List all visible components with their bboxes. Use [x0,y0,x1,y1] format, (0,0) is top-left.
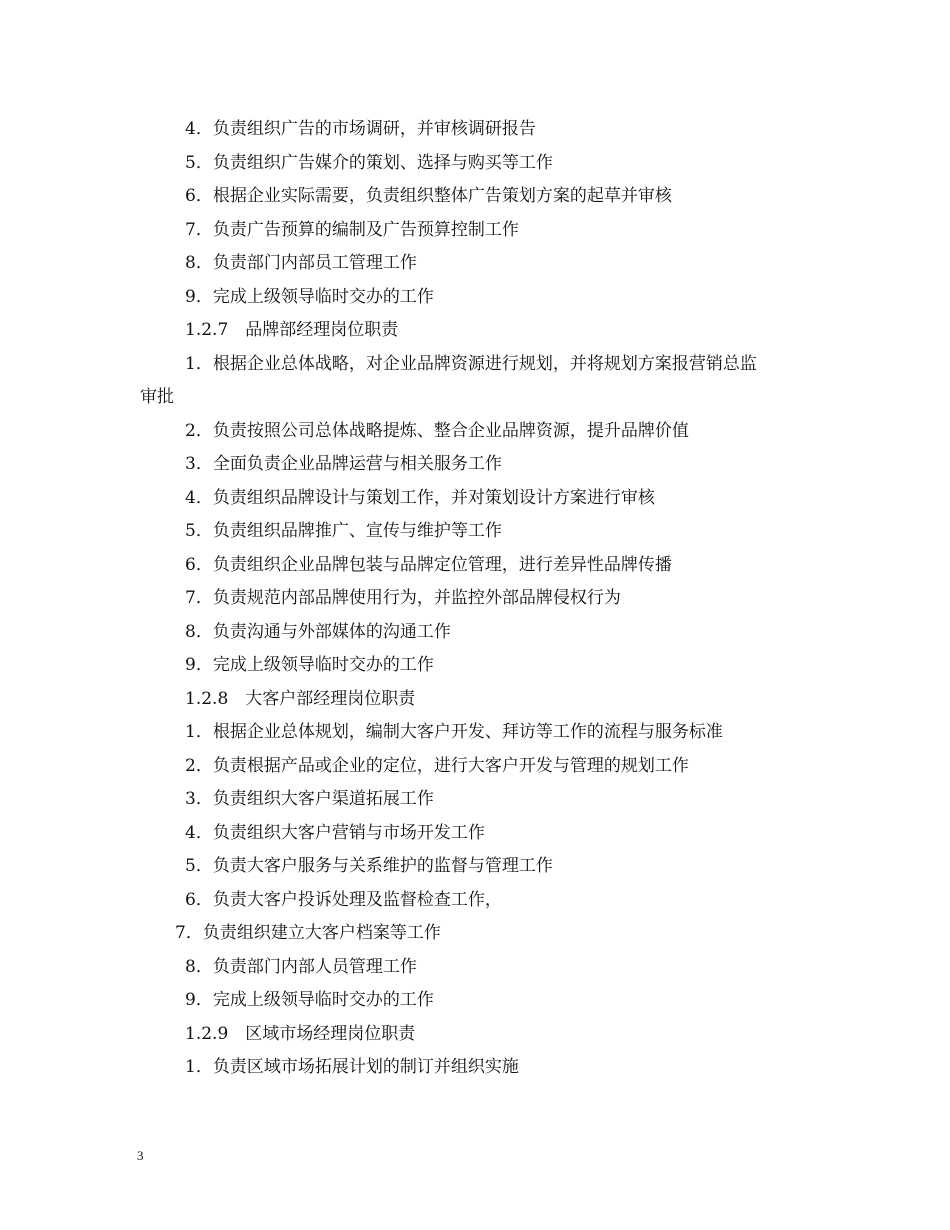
text-line: 5．负责大客户服务与关系维护的监督与管理工作 [185,856,553,876]
text-line: 8．负责部门内部人员管理工作 [185,956,417,977]
section-heading: 1.2.7 品牌部经理岗位职责 [185,320,399,340]
text-line: 9．完成上级领导临时交办的工作 [185,655,434,675]
text-line: 4．负责组织广告的市场调研，并审核调研报告 [185,119,536,139]
text-line: 4．负责组织大客户营销与市场开发工作 [185,822,485,843]
text-line: 3．负责组织大客户渠道拓展工作 [185,789,434,809]
text-line: 5．负责组织广告媒介的策划、选择与购买等工作 [185,152,553,173]
text-line: 6．负责大客户投诉处理及监督检查工作， [185,889,502,910]
text-line: 1．负责区域市场拓展计划的制订并组织实施 [185,1057,519,1077]
section-heading: 1.2.9 区域市场经理岗位职责 [185,1023,416,1044]
text-line: 6．负责组织企业品牌包装与品牌定位管理，进行差异性品牌传播 [185,554,672,575]
document-body [140,113,830,1085]
text-line: 9．完成上级领导临时交办的工作 [185,990,434,1010]
text-line: 3．全面负责企业品牌运营与相关服务工作 [185,454,502,474]
text-line: 4．负责组织品牌设计与策划工作，并对策划设计方案进行审核 [185,487,655,508]
text-line: 1．根据企业总体战略，对企业品牌资源进行规划，并将规划方案报营销总监 [185,353,757,374]
text-line: 7．负责规范内部品牌使用行为，并监控外部品牌侵权行为 [185,588,621,608]
text-line: 9．完成上级领导临时交办的工作 [185,286,434,307]
text-line-continuation: 审批 [140,387,174,407]
section-heading: 1.2.8 大客户部经理岗位职责 [185,688,416,709]
text-line: 5．负责组织品牌推广、宣传与维护等工作 [185,521,502,541]
text-line: 8．负责部门内部员工管理工作 [185,253,417,273]
text-line: 2．负责根据产品或企业的定位，进行大客户开发与管理的规划工作 [185,755,689,776]
text-line: 7．负责广告预算的编制及广告预算控制工作 [185,219,519,240]
text-line: 1．根据企业总体规划，编制大客户开发、拜访等工作的流程与服务标准 [185,722,723,742]
text-line: 7．负责组织建立大客户档案等工作 [175,923,441,943]
text-line: 2．负责按照公司总体战略提炼、整合企业品牌资源，提升品牌价值 [185,420,689,441]
page-number: 3 [137,1148,144,1163]
text-line: 6．根据企业实际需要，负责组织整体广告策划方案的起草并审核 [185,186,672,206]
text-line: 8．负责沟通与外部媒体的沟通工作 [185,621,451,642]
